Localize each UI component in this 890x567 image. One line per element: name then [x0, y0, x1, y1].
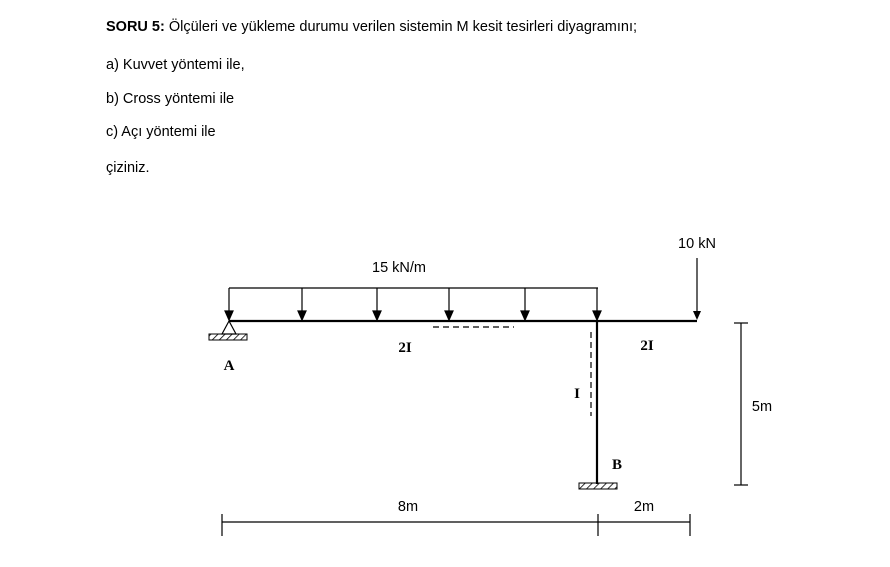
beam-left-stiffness: 2I [398, 340, 412, 356]
support-a-label: A [223, 358, 235, 374]
option-c: c) Açı yöntemi ile [106, 124, 216, 140]
dim-right-span-label: 2m [633, 499, 655, 515]
dim-height-label: 5m [751, 399, 773, 415]
distributed-load [225, 260, 601, 320]
closing-text: çiziniz. [106, 160, 150, 176]
support-b-fixed [579, 483, 617, 489]
point-load [678, 236, 716, 320]
question-number: SORU 5: [106, 19, 165, 35]
distributed-load-label: 15 kN/m [372, 260, 426, 276]
option-b: b) Cross yöntemi ile [106, 91, 235, 107]
option-a: a) Kuvvet yöntemi ile, [106, 57, 245, 73]
vertical-dimension [734, 323, 748, 485]
column-stiffness: I [574, 386, 580, 402]
beam-right-stiffness: 2I [640, 338, 654, 354]
support-a-pin [209, 321, 247, 340]
distributed-load-arrows [225, 288, 601, 320]
point-load-label: 10 kN [678, 236, 716, 252]
support-b-label: B [611, 457, 623, 473]
dim-left-span-label: 8m [397, 499, 419, 515]
horizontal-dimension [222, 514, 690, 536]
question-text: Ölçüleri ve yükleme durumu verilen sistemin M kesit tesirleri diyagramını; [164, 19, 638, 35]
